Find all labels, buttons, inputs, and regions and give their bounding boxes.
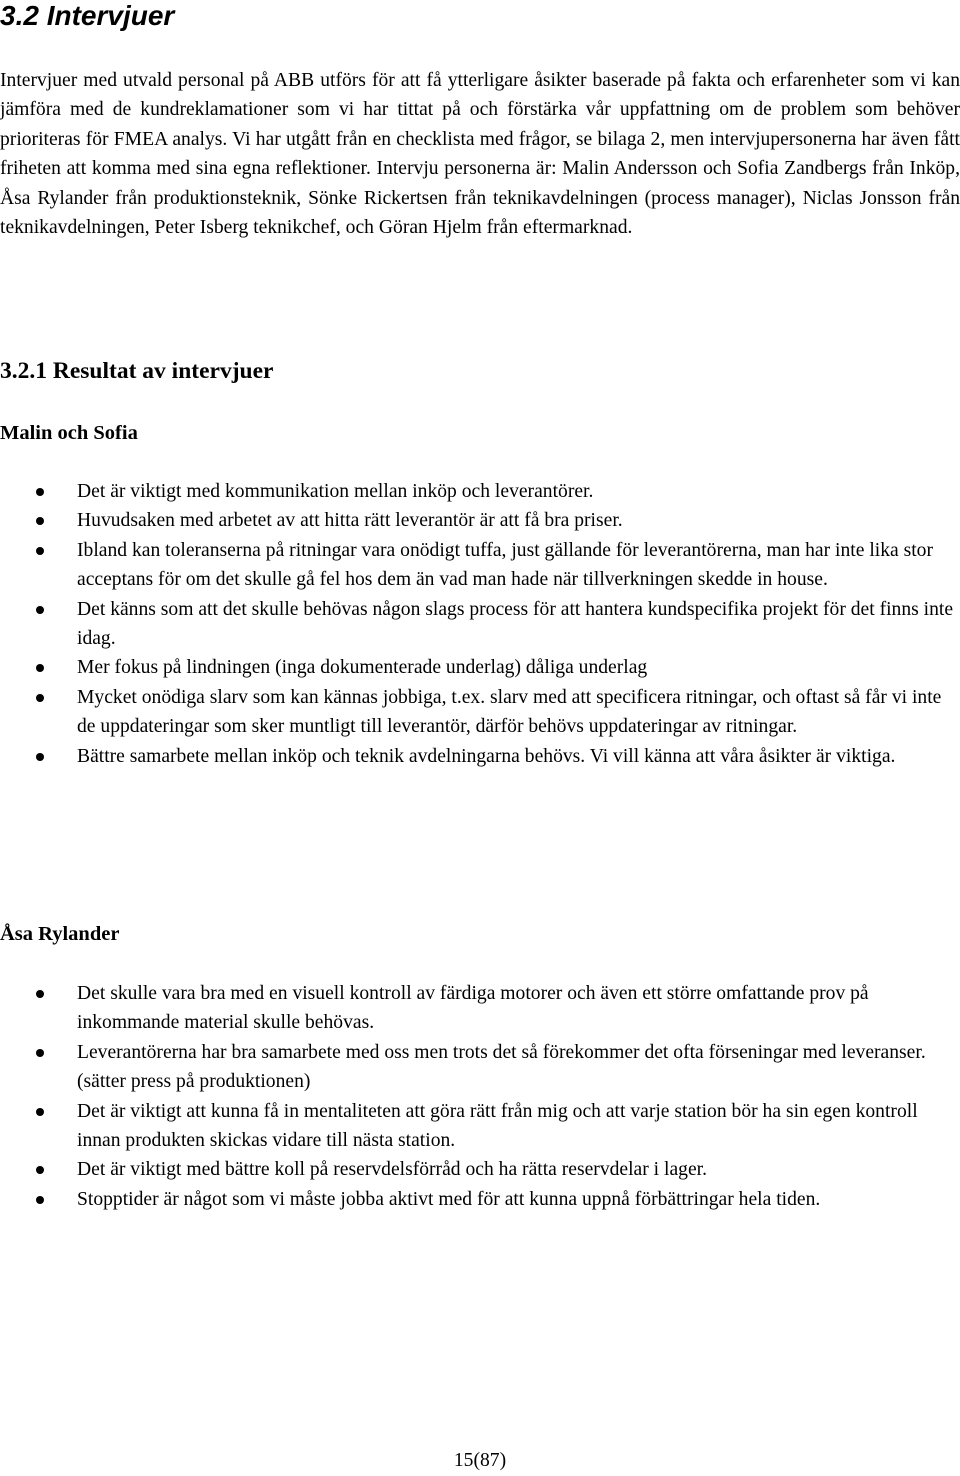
list-item-text: Det är viktigt att kunna få in mentaliteten att göra rätt från mig och att varje station bör ha sin egen kontroll innan produkten skickas vidare till nästa station. bbox=[77, 1100, 918, 1152]
bullet-icon bbox=[36, 990, 44, 998]
list-item-text: Stopptider är något som vi måste jobba aktivt med för att kunna uppnå förbättringar hela tiden. bbox=[77, 1188, 821, 1210]
list-item bbox=[0, 683, 960, 742]
list-item bbox=[0, 1097, 960, 1156]
subsection-heading: 3.2.1 Resultat av intervjuer bbox=[0, 358, 274, 384]
group-title-malin-sofia: Malin och Sofia bbox=[0, 422, 138, 444]
list-item bbox=[0, 979, 960, 1038]
list-item bbox=[0, 506, 960, 535]
list-item-text: Leverantörerna har bra samarbete med oss men trots det så förekommer det ofta förseningar med leveranser. (sätter press på produktionen) bbox=[77, 1041, 926, 1093]
list-item bbox=[0, 595, 960, 654]
bullet-icon bbox=[36, 1166, 44, 1174]
list-item bbox=[0, 536, 960, 595]
bullet-list-malin-sofia bbox=[0, 477, 960, 771]
bullet-list-asa-rylander bbox=[0, 979, 960, 1214]
bullet-icon bbox=[36, 1108, 44, 1116]
bullet-icon bbox=[36, 517, 44, 525]
bullet-icon bbox=[36, 1196, 44, 1204]
group-title-asa-rylander: Åsa Rylander bbox=[0, 923, 120, 945]
list-item bbox=[0, 742, 960, 771]
list-item-text: Det känns som att det skulle behövas någon slags process för att hantera kundspecifika projekt för det finns inte idag. bbox=[77, 598, 954, 650]
list-item bbox=[0, 477, 960, 506]
bullet-icon bbox=[36, 488, 44, 496]
list-item-text: Bättre samarbete mellan inköp och teknik avdelningarna behövs. Vi vill känna att våra åsikter är viktiga. bbox=[77, 745, 896, 767]
list-item-text: Huvudsaken med arbetet av att hitta rätt leverantör är att få bra priser. bbox=[77, 510, 623, 532]
list-item bbox=[0, 1155, 960, 1184]
intro-paragraph: Intervjuer med utvald personal på ABB utförs för att få ytterligare åsikter baserade på fakta och erfarenheter som vi kan jämföra med de kundreklamationer som vi har tittat på och förstärka vår uppfattning om de problem som behöver prioriteras för FMEA analys. Vi har utgått från en checklista med frågor, se bilaga 2, men intervjupersonerna har även fått friheten att komma med sina egna reflektioner. Intervju personerna är: Malin Andersson och Sofia Zandbergs från Inköp, Åsa Rylander från produktionsteknik, Sönke Rickertsen från teknikavdelningen (process manager), Niclas Jonsson från teknikavdelningen, Peter Isberg teknikchef, och Göran Hjelm från eftermarknad. bbox=[0, 70, 960, 239]
list-item-text: Mer fokus på lindningen (inga dokumenterade underlag) dåliga underlag bbox=[77, 657, 648, 679]
list-item-text: Det är viktigt med bättre koll på reservdelsförråd och ha rätta reservdelar i lager. bbox=[77, 1159, 707, 1181]
bullet-icon bbox=[36, 547, 44, 555]
list-item bbox=[0, 1185, 960, 1214]
bullet-icon bbox=[36, 1049, 44, 1057]
list-item-text: Mycket onödiga slarv som kan kännas jobbiga, t.ex. slarv med att specificera ritningar, och oftast så får vi inte de uppdateringar som sker muntligt till leverantör, därför behövs uppdateringar av ritningar. bbox=[77, 686, 942, 738]
list-item bbox=[0, 1038, 960, 1097]
bullet-icon bbox=[36, 606, 44, 614]
section-heading: 3.2 Intervjuer bbox=[0, 0, 175, 31]
list-item-text: Det skulle vara bra med en visuell kontroll av färdiga motorer och även ett större omfattande prov på inkommande material skulle behövas. bbox=[77, 983, 869, 1034]
list-item-text: Ibland kan toleranserna på ritningar vara onödigt tuffa, just gällande för leverantörerna, man har inte lika stor acceptans för om det skulle gå fel hos dem än vad man hade när tillverkningen skedde in house. bbox=[77, 539, 934, 591]
bullet-icon bbox=[36, 664, 44, 672]
list-item bbox=[0, 653, 960, 682]
bullet-icon bbox=[36, 694, 44, 702]
page-number: 15(87) bbox=[453, 1450, 507, 1471]
bullet-icon bbox=[36, 753, 44, 761]
list-item-text: Det är viktigt med kommunikation mellan inköp och leverantörer. bbox=[77, 481, 594, 502]
